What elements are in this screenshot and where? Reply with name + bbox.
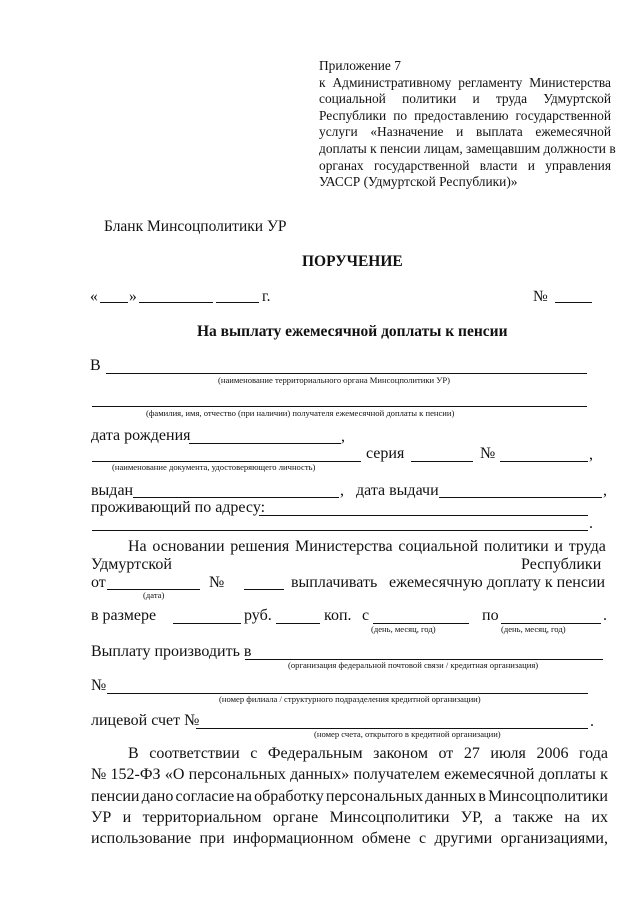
consent-word: при	[199, 830, 225, 847]
consent-word: с	[419, 830, 427, 847]
payment-organization-caption: (организация федеральной почтовой связи / кредитная организация)	[288, 660, 539, 670]
birth-date-label: дата рождения	[91, 427, 191, 444]
decision-number-label: №	[209, 574, 225, 591]
document-title: ПОРУЧЕНИЕ	[302, 253, 403, 270]
consent-line	[91, 788, 608, 806]
letterhead: Бланк Минсоцполитики УР	[104, 218, 287, 235]
decision-date-caption: (дата)	[143, 590, 165, 600]
decision-line-1	[128, 538, 606, 556]
consent-word: доплаты	[538, 766, 596, 783]
consent-word: другими	[434, 830, 493, 847]
consent-word: на	[564, 809, 580, 826]
consent-word: получателем	[353, 766, 440, 783]
consent-word: персональных	[188, 766, 286, 783]
appendix-line: услуги «Назначение и выплата ежемесячной	[319, 124, 611, 140]
consent-word: обмене	[361, 830, 411, 847]
consent-word: информационном	[233, 830, 354, 847]
issued-by-field[interactable]	[133, 497, 339, 498]
consent-word: №	[91, 766, 107, 783]
consent-word: согласие	[175, 788, 235, 805]
consent-line	[91, 809, 608, 827]
decision-word: решения	[230, 538, 290, 555]
kop-label: коп.	[324, 607, 352, 624]
decision-word: Министерства	[294, 538, 393, 555]
year-suffix: г.	[262, 288, 271, 305]
consent-word: Федеральным	[267, 745, 363, 762]
address-field[interactable]	[259, 515, 588, 516]
period: .	[589, 515, 593, 532]
decision-word: На	[128, 538, 147, 555]
consent-word: персональных	[325, 788, 424, 805]
consent-line	[128, 745, 608, 763]
appendix-line: Приложение 7	[319, 58, 401, 73]
comma: ,	[603, 482, 607, 499]
comma: ,	[589, 446, 593, 463]
decision-word: и	[554, 538, 563, 555]
consent-word: а	[494, 809, 502, 826]
doc-number-label: №	[480, 445, 496, 462]
consent-word: июля	[490, 745, 526, 762]
appendix-line: Республики по предоставлению государственной	[319, 107, 611, 123]
appendix-block	[319, 58, 616, 191]
birth-date-field[interactable]	[189, 443, 341, 444]
doc-number-field[interactable]	[500, 461, 588, 462]
decision-word: труда	[568, 538, 606, 555]
recipient-fio-field[interactable]	[92, 406, 587, 407]
series-label: серия	[366, 445, 405, 462]
date-close-quote: »	[129, 288, 137, 305]
consent-word: данных»	[290, 766, 350, 783]
consent-word: их	[591, 809, 608, 826]
issue-date-field[interactable]	[439, 497, 602, 498]
consent-word: УР,	[460, 809, 484, 826]
consent-word: территориальном	[142, 809, 262, 826]
number-sign: №	[533, 288, 548, 305]
consent-word: «О	[164, 766, 185, 783]
address-field-line2[interactable]	[92, 530, 588, 531]
consent-word: года	[579, 745, 608, 762]
appendix-line: доплаты к пенсии лицам, замещавшим должности в	[319, 140, 616, 156]
consent-word: использование	[91, 830, 192, 847]
day-field[interactable]	[100, 302, 128, 303]
consent-word: обработку	[254, 788, 324, 805]
consent-word: органе	[272, 809, 319, 826]
consent-word: с	[250, 745, 258, 762]
document-subtitle: На выплату ежемесячной доплаты к пенсии	[197, 323, 508, 340]
consent-word: 27	[463, 745, 480, 762]
amount-kop-field[interactable]	[276, 623, 320, 624]
issue-date-label: дата выдачи	[356, 482, 439, 499]
order-number-field[interactable]	[555, 302, 592, 303]
comma: ,	[340, 482, 344, 499]
consent-word: пенсии	[91, 788, 140, 805]
decision-word: социальной	[398, 538, 479, 555]
consent-word: также	[512, 809, 553, 826]
consent-line	[91, 830, 608, 848]
period: .	[590, 713, 594, 730]
consent-word: Минсоцполитики	[329, 809, 450, 826]
consent-word: данных	[425, 788, 477, 805]
decision-number-field[interactable]	[244, 589, 284, 590]
period-to-caption: (день, месяц, год)	[501, 624, 566, 634]
consent-word: ежемесячной	[444, 766, 535, 783]
from-label: от	[91, 574, 106, 591]
appendix-line: к Административному регламенту Министерства	[319, 74, 611, 90]
recipient-fio-caption: (фамилия, имя, отчество (при наличии) получателя ежемесячной доплаты к пенсии)	[146, 408, 455, 418]
period-from-caption: (день, месяц, год)	[371, 624, 436, 634]
from-date-label: с	[362, 607, 370, 624]
amount-rub-field[interactable]	[173, 623, 241, 624]
consent-word: дано	[141, 788, 174, 805]
address-label: проживающий по адресу:	[91, 499, 266, 516]
to-date-label: по	[482, 607, 499, 624]
consent-word: и	[122, 809, 132, 826]
decision-udmurt: Удмуртской	[91, 556, 172, 573]
appendix-line: социальной политики и труда Удмуртской	[319, 91, 611, 107]
account-label: лицевой счет №	[91, 712, 200, 729]
appendix-line: органах государственной власти и управления	[319, 157, 611, 173]
consent-word: законом	[373, 745, 428, 762]
pay-word: выплачивать	[291, 574, 378, 591]
consent-word: 2006	[536, 745, 569, 762]
consent-word: УР	[91, 809, 112, 826]
territorial-body-field[interactable]	[106, 373, 587, 374]
consent-word: В	[128, 745, 139, 762]
consent-line	[91, 766, 608, 784]
decision-republic: Республики	[521, 556, 602, 573]
series-field[interactable]	[411, 461, 473, 462]
branch-number-caption: (номер филиала / структурного подразделения кредитной организации)	[219, 694, 481, 704]
decision-word: основании	[152, 538, 225, 555]
month-field[interactable]	[139, 302, 213, 303]
comma: ,	[341, 428, 345, 445]
identity-document-caption: (наименование документа, удостоверяющего личность)	[112, 462, 316, 472]
consent-word: в	[478, 788, 486, 805]
appendix-line: УАССР (Удмуртской Республики)»	[319, 174, 518, 190]
issued-label: выдан	[91, 482, 134, 499]
consent-word: соответствии	[149, 745, 240, 762]
territorial-body-caption: (наименование территориального органа Минсоцполитики УР)	[218, 375, 451, 385]
consent-word: к	[600, 766, 608, 783]
consent-word: Минсоцполитики	[488, 788, 608, 805]
consent-word: на	[236, 788, 252, 805]
amount-label: в размере	[91, 607, 157, 624]
decision-word: политики	[483, 538, 549, 555]
consent-word: 152-ФЗ	[110, 766, 161, 783]
branch-number-label: №	[91, 677, 107, 694]
rub-label: руб.	[244, 607, 272, 624]
date-open-quote: «	[90, 288, 98, 305]
pay-word: ежемесячную доплату к пенсии	[389, 574, 606, 591]
consent-word: от	[438, 745, 454, 762]
period: .	[603, 607, 607, 624]
consent-word: организациями,	[500, 830, 608, 847]
payment-label: Выплату производить в	[91, 643, 252, 660]
to-prefix: В	[90, 357, 101, 374]
account-number-caption: (номер счета, открытого в кредитной организации)	[314, 729, 501, 739]
year-field[interactable]	[216, 302, 259, 303]
